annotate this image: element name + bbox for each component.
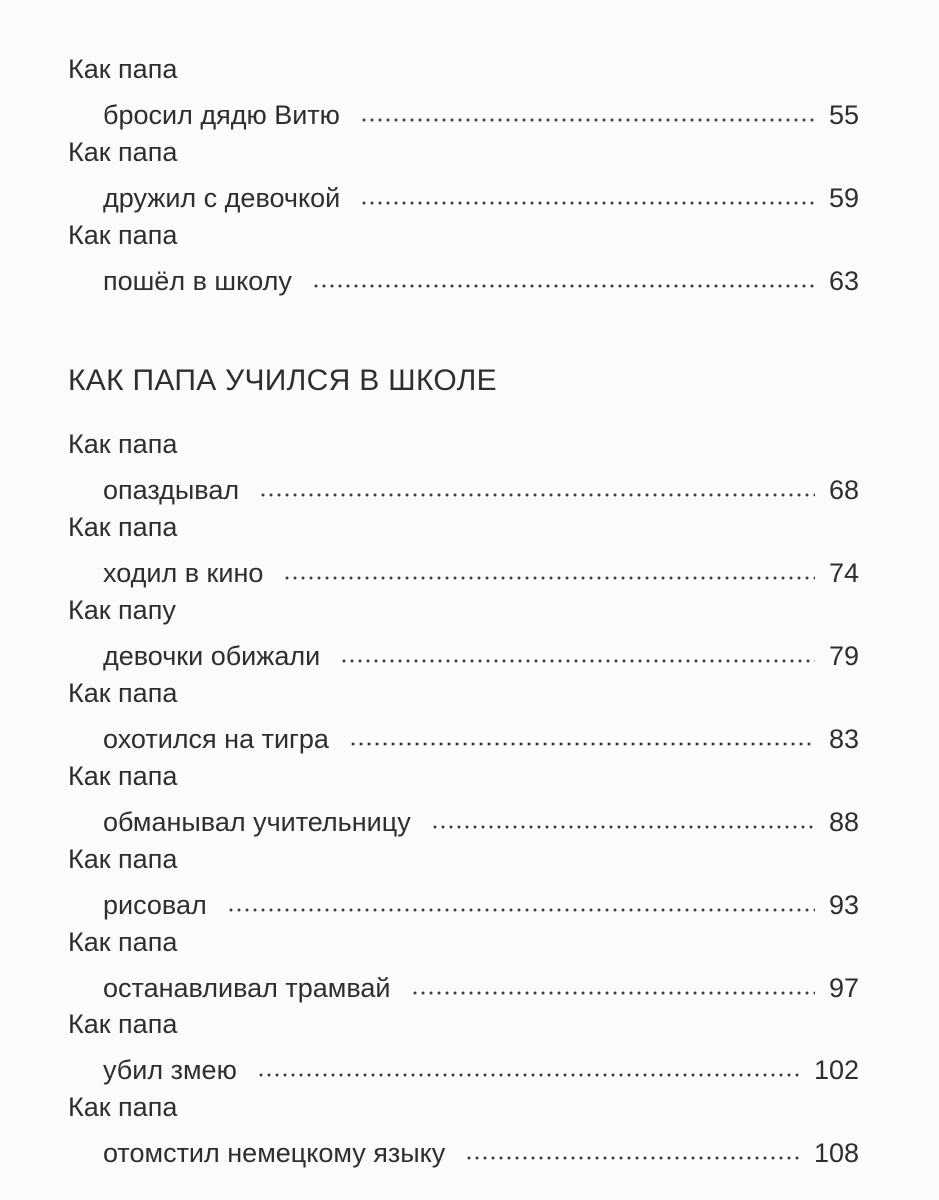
toc-entry-prefix: Как папа (68, 137, 178, 167)
toc-entry-title: бросил дядю Витю (103, 100, 340, 130)
toc-entry-title: ходил в кино (103, 558, 264, 588)
toc-entry-prefix: Как папа (68, 1009, 178, 1039)
toc-entry-prefix: Как папа (68, 512, 178, 542)
toc-entry-title: отомстил немецкому языку (103, 1138, 446, 1168)
toc-entry-prefix: Как папа (68, 844, 178, 874)
toc-entry[interactable] (0, 677, 939, 757)
toc-entry-page-number: 93 (828, 890, 859, 920)
toc-entry-page-number: 55 (828, 100, 859, 130)
dot-leader (259, 492, 815, 498)
toc-entry-prefix: Как папа (68, 220, 178, 250)
toc-entry-prefix: Как папа (68, 678, 178, 708)
dot-leader (360, 117, 815, 123)
toc-entry[interactable] (0, 136, 939, 216)
toc-entry-page-number: 59 (828, 183, 859, 213)
toc-entry-title: девочки обижали (103, 641, 321, 671)
toc-entry-title: пошёл в школу (103, 266, 292, 296)
toc-entry-page-number: 63 (828, 266, 859, 296)
section-heading: КАК ПАПА УЧИЛСЯ В ШКОЛЕ (68, 364, 497, 397)
toc-entry-title: останавливал трамвай (103, 973, 391, 1003)
toc-entry[interactable] (0, 428, 939, 508)
toc-entry[interactable] (0, 760, 939, 840)
toc-entry-title: обманывал учительницу (103, 807, 411, 837)
toc-entry[interactable] (0, 219, 939, 299)
toc-entry-prefix: Как папа (68, 761, 178, 791)
toc-entry-prefix: Как папа (68, 1092, 178, 1122)
toc-entry-prefix: Как папа (68, 429, 178, 459)
toc-entry-title: охотился на тигра (103, 724, 329, 754)
dot-leader (340, 658, 815, 664)
toc-entry-prefix: Как папа (68, 54, 178, 84)
toc-entry-page-number: 79 (828, 641, 859, 671)
toc-entry-prefix: Как папа (68, 927, 178, 957)
toc-entry[interactable] (0, 53, 939, 133)
dot-leader (360, 200, 815, 206)
toc-entry-page-number: 102 (813, 1055, 859, 1085)
toc-entry-page-number: 97 (828, 973, 859, 1003)
toc-entry-page-number: 68 (828, 475, 859, 505)
dot-leader (465, 1155, 800, 1161)
toc-entry[interactable] (0, 511, 939, 591)
dot-leader (257, 1072, 800, 1078)
toc-entry-page-number: 83 (828, 724, 859, 754)
dot-leader (411, 990, 815, 996)
toc-entry-page-number: 108 (813, 1138, 859, 1168)
toc-entry[interactable] (0, 926, 939, 1006)
toc-entry[interactable] (0, 594, 939, 674)
toc-entry-title: рисовал (103, 890, 207, 920)
dot-leader (312, 283, 815, 289)
toc-entry-page-number: 74 (828, 558, 859, 588)
toc-entry-title: опаздывал (103, 475, 240, 505)
dot-leader (227, 907, 815, 913)
toc-entry-prefix: Как папу (68, 595, 176, 625)
toc-entry-title: дружил с девочкой (103, 183, 341, 213)
toc-entry[interactable] (0, 1008, 939, 1088)
toc-entry[interactable] (0, 1091, 939, 1171)
toc-entry-page-number: 88 (828, 807, 859, 837)
toc-entry[interactable] (0, 843, 939, 923)
dot-leader (283, 575, 815, 581)
dot-leader (349, 741, 815, 747)
toc-entry-title: убил змею (103, 1055, 237, 1085)
dot-leader (431, 824, 815, 830)
